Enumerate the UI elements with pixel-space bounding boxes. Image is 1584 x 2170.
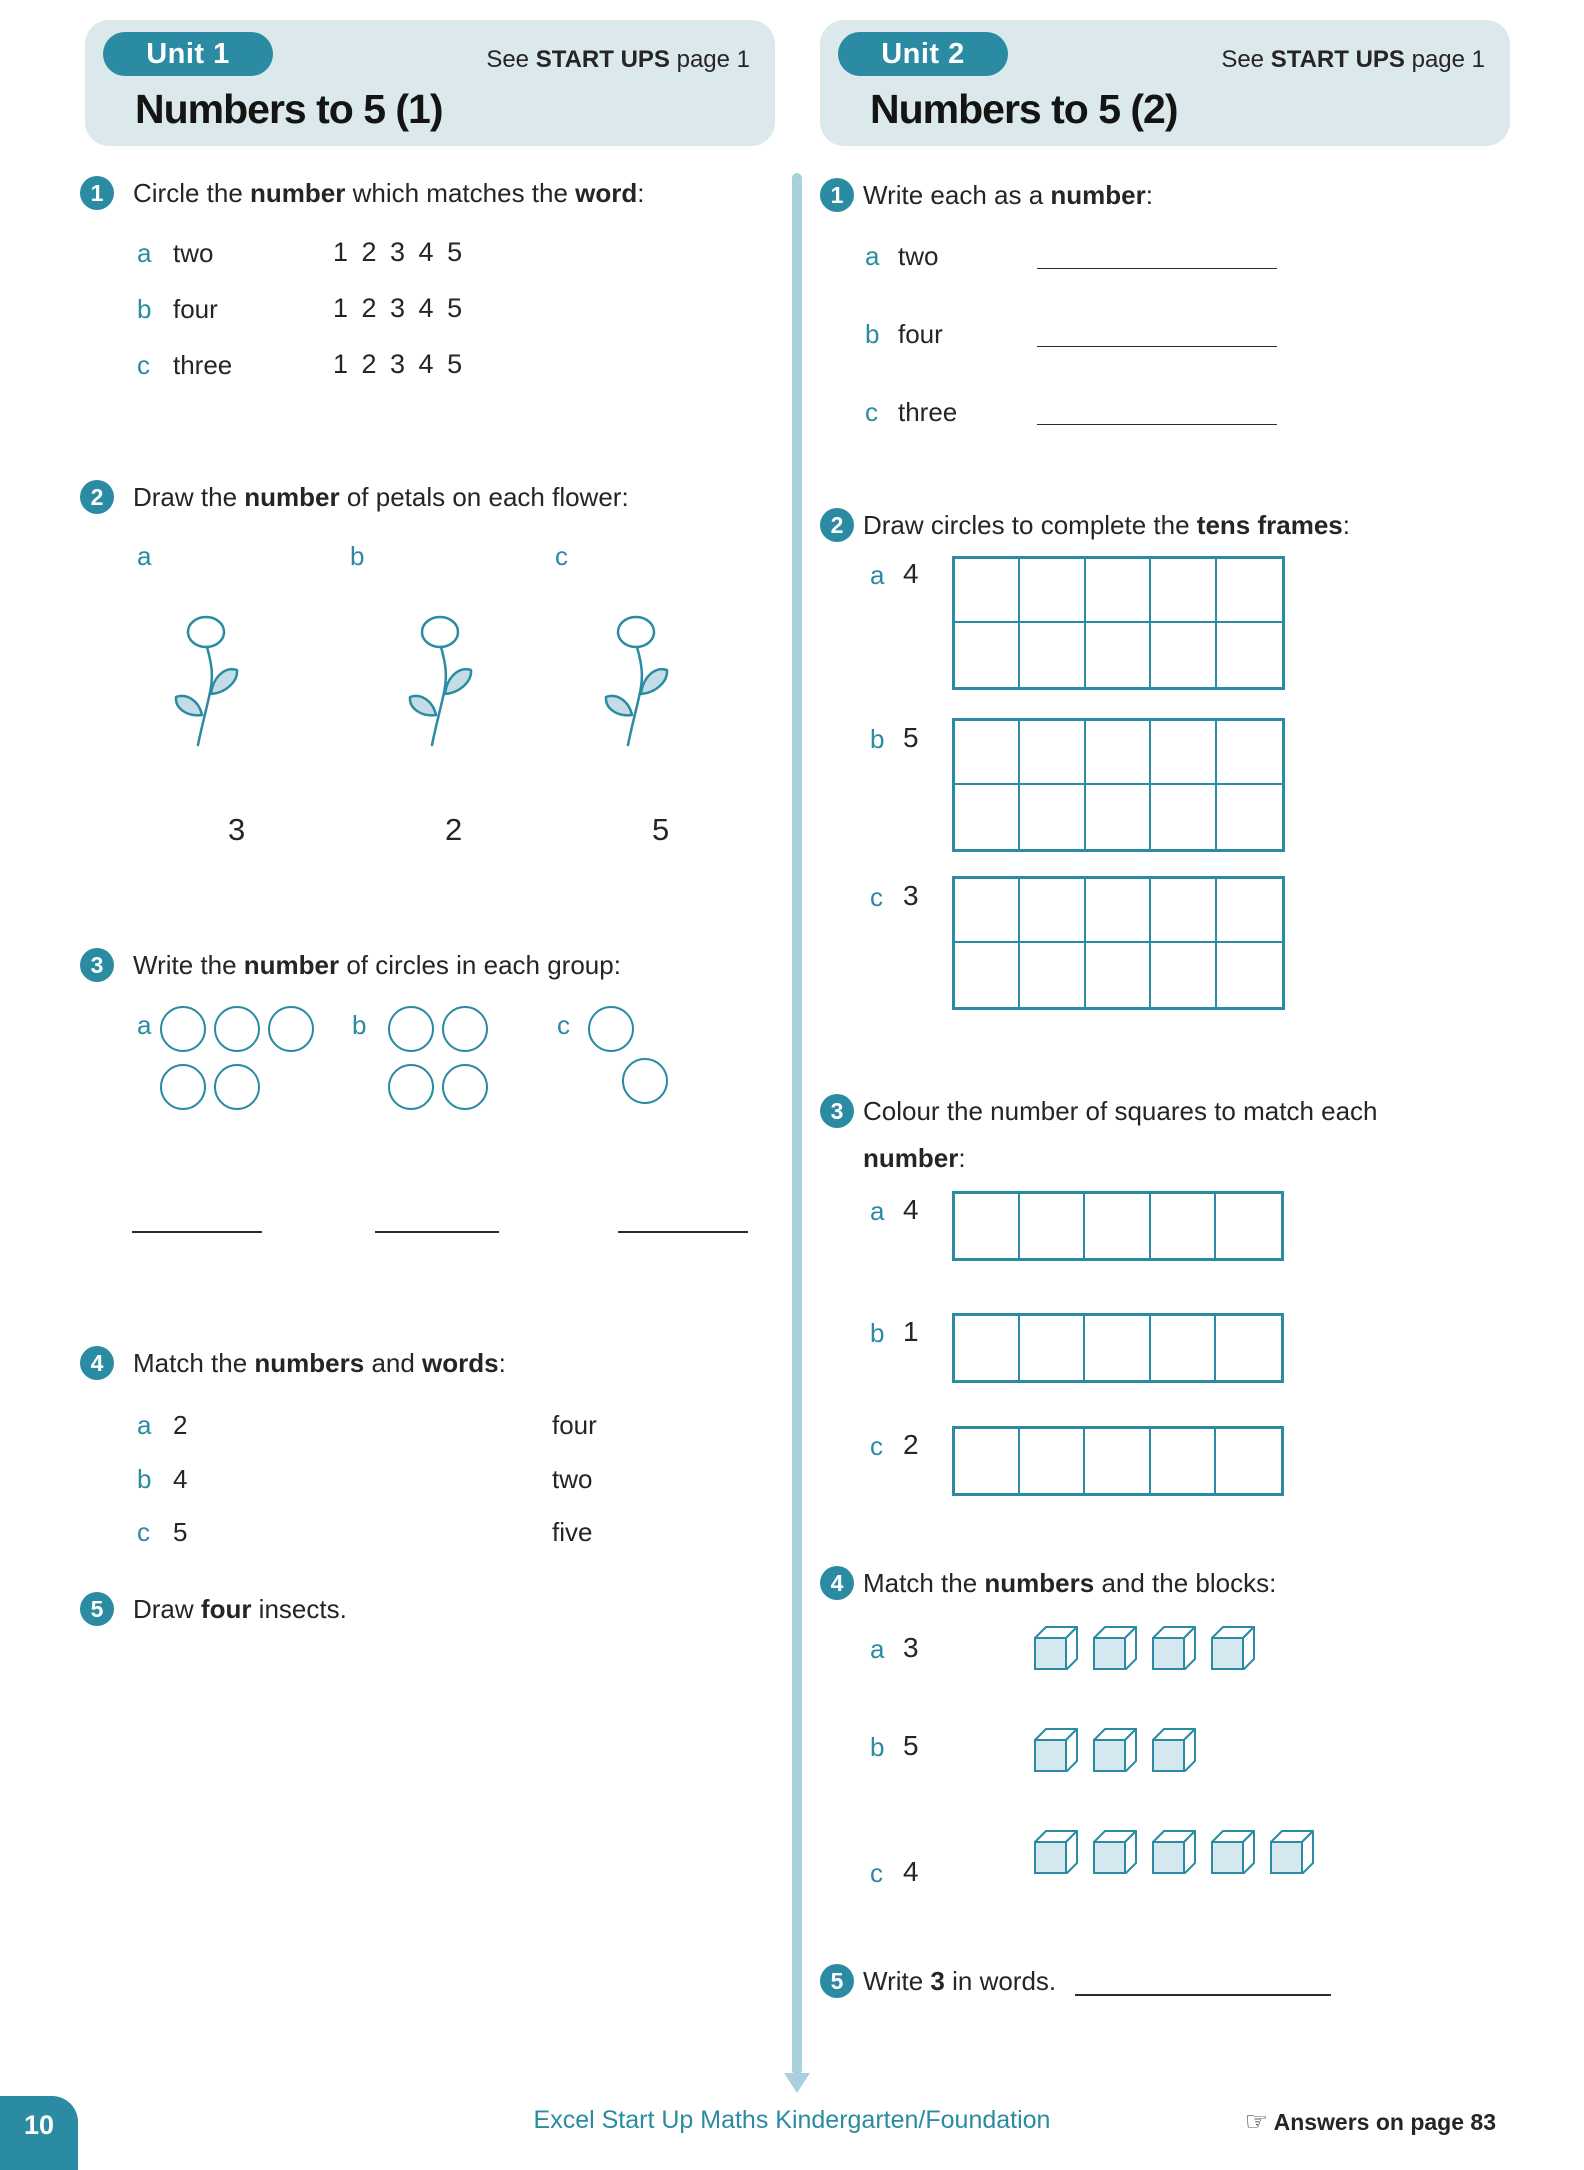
u2-q3-item-c-letter: c: [870, 1431, 883, 1461]
u1-q3-number-badge: 3: [80, 948, 114, 982]
block-cube: [1091, 1624, 1139, 1670]
tens-frame-cell: [1020, 559, 1085, 623]
square-strip-c: [952, 1426, 1284, 1496]
u2-q1-answer-line-a: [1037, 241, 1277, 269]
square-strip-b: [952, 1313, 1284, 1383]
count-circle: [214, 1064, 260, 1110]
strip-cell: [955, 1194, 1020, 1258]
column-divider: [792, 173, 802, 2075]
footer-answers-note: ☞ Answers on page 83: [1244, 2106, 1496, 2136]
u1-q2-petal-count-b: 2: [445, 812, 463, 847]
square-strip-a: [952, 1191, 1284, 1261]
u1-q3-answer-line-a: [132, 1203, 262, 1233]
u2-q5-prompt: Write 3 in words.: [863, 1966, 1057, 1996]
u1-q1-item-b-word: four: [173, 294, 218, 324]
flower-a-illustration: [168, 615, 248, 750]
tens-frame-cell: [1086, 559, 1151, 623]
strip-cell: [1085, 1429, 1150, 1493]
u2-q3-item-a-letter: a: [870, 1196, 885, 1226]
flower-c-illustration: [598, 615, 678, 750]
block-cube: [1032, 1828, 1080, 1874]
block-cube: [1209, 1624, 1257, 1670]
u2-q5-answer-line: [1075, 1966, 1331, 1996]
u2-q2-item-b-value: 5: [903, 722, 919, 753]
u2-q3-number-badge: 3: [820, 1094, 854, 1128]
u1-q3-group-b-letter: b: [352, 1010, 367, 1040]
count-circle: [388, 1006, 434, 1052]
strip-cell: [955, 1429, 1020, 1493]
unit1-see-startups-note: See START UPS page 1: [486, 46, 750, 73]
tens-frame-cell: [1151, 943, 1216, 1007]
tens-frame-cell: [1086, 623, 1151, 687]
tens-frame-cell: [1217, 623, 1282, 687]
u2-q2-item-a-value: 4: [903, 558, 919, 589]
block-cube: [1150, 1624, 1198, 1670]
u1-q5-number-badge: 5: [80, 1592, 114, 1626]
tens-frame-cell: [955, 879, 1020, 943]
u2-q3-item-a-value: 4: [903, 1194, 919, 1225]
u2-q2-prompt: Draw circles to complete the tens frames:: [863, 510, 1350, 540]
strip-cell: [1151, 1194, 1216, 1258]
u2-q4-row-b-number: 5: [903, 1730, 919, 1761]
tens-frame-cell: [1217, 879, 1282, 943]
tens-frame-cell: [1217, 559, 1282, 623]
count-circle: [388, 1064, 434, 1110]
tens-frame-cell: [1020, 879, 1085, 943]
unit2-see-startups-note: See START UPS page 1: [1221, 46, 1485, 73]
u1-q2-item-c-letter: c: [555, 541, 568, 571]
u1-q1-item-c-letter: c: [137, 350, 150, 380]
tens-frame-cell: [1217, 943, 1282, 1007]
u1-q4-row-c-letter: c: [137, 1517, 150, 1547]
u1-q2-number-badge: 2: [80, 480, 114, 514]
tens-frame-cell: [1086, 721, 1151, 785]
u2-q1-answer-line-c: [1037, 397, 1277, 425]
footer-book-title: Excel Start Up Maths Kindergarten/Foundation: [533, 2106, 1051, 2134]
u1-q1-item-b-letter: b: [137, 294, 152, 324]
u1-q4-prompt: Match the numbers and words:: [133, 1348, 506, 1378]
tens-frame-cell: [1151, 623, 1216, 687]
u1-q1-item-c-word: three: [173, 350, 233, 380]
tens-frame-cell: [955, 943, 1020, 1007]
u2-q2-item-a-letter: a: [870, 560, 885, 590]
strip-cell: [1216, 1429, 1281, 1493]
block-cube: [1268, 1828, 1316, 1874]
u1-q4-number-badge: 4: [80, 1346, 114, 1380]
u2-q1-item-c-letter: c: [865, 397, 878, 427]
tens-frame-cell: [1020, 721, 1085, 785]
u2-q4-row-c-letter: c: [870, 1858, 883, 1888]
unit1-title: Numbers to 5 (1): [135, 86, 443, 132]
count-circle: [588, 1006, 634, 1052]
strip-cell: [1216, 1194, 1281, 1258]
u1-q1-item-c-number-options: 1 2 3 4 5: [333, 349, 464, 379]
tens-frame-cell: [1217, 721, 1282, 785]
block-cube: [1150, 1828, 1198, 1874]
u1-q4-row-c-number: 5: [173, 1517, 188, 1547]
u2-q1-item-b-word: four: [898, 319, 943, 349]
u2-q2-number-badge: 2: [820, 508, 854, 542]
tens-frame-cell: [1086, 785, 1151, 849]
u1-q4-row-c-word: five: [552, 1517, 593, 1547]
u1-q4-row-a-letter: a: [137, 1410, 152, 1440]
strip-cell: [1085, 1194, 1150, 1258]
u1-q4-row-a-number: 2: [173, 1410, 188, 1440]
pointing-hand-icon: ☞: [1244, 2106, 1269, 2136]
unit1-header-banner: [85, 20, 775, 146]
flower-b-illustration: [402, 615, 482, 750]
count-circle: [622, 1058, 668, 1104]
count-circle: [160, 1006, 206, 1052]
u1-q3-answer-line-c: [618, 1203, 748, 1233]
tens-frame-cell: [1020, 785, 1085, 849]
u1-q1-number-badge: 1: [80, 176, 114, 210]
unit2-header-banner: [820, 20, 1510, 146]
u1-q2-petal-count-c: 5: [652, 812, 670, 847]
u1-q1-item-a-number-options: 1 2 3 4 5: [333, 237, 464, 267]
column-divider-tip: [784, 2073, 810, 2093]
strip-cell: [1020, 1316, 1085, 1380]
u1-q4-row-a-word: four: [552, 1410, 597, 1440]
u2-q1-prompt: Write each as a number:: [863, 180, 1153, 210]
u2-q4-row-c-number: 4: [903, 1856, 919, 1887]
tens-frame-cell: [1086, 879, 1151, 943]
tens-frame-cell: [955, 785, 1020, 849]
u1-q3-group-a-letter: a: [137, 1010, 152, 1040]
u1-q2-petal-count-a: 3: [228, 812, 246, 847]
u2-q3-item-c-value: 2: [903, 1429, 919, 1460]
tens-frame-cell: [1151, 785, 1216, 849]
block-cube: [1032, 1624, 1080, 1670]
tens-frame-cell: [1217, 785, 1282, 849]
u2-q3-item-b-value: 1: [903, 1316, 919, 1347]
block-cube: [1091, 1828, 1139, 1874]
u1-q2-item-a-letter: a: [137, 541, 152, 571]
block-cube: [1091, 1726, 1139, 1772]
u1-q2-prompt: Draw the number of petals on each flower:: [133, 482, 629, 512]
u2-q1-item-c-word: three: [898, 397, 958, 427]
u1-q1-item-a-word: two: [173, 238, 214, 268]
u2-q2-item-c-letter: c: [870, 882, 883, 912]
tens-frame-cell: [955, 721, 1020, 785]
strip-cell: [1216, 1316, 1281, 1380]
count-circle: [214, 1006, 260, 1052]
block-cube: [1150, 1726, 1198, 1772]
u1-q4-row-b-word: two: [552, 1464, 593, 1494]
u2-q4-row-b-letter: b: [870, 1732, 885, 1762]
u2-q1-number-badge: 1: [820, 178, 854, 212]
u2-q2-item-b-letter: b: [870, 724, 885, 754]
block-cube: [1032, 1726, 1080, 1772]
count-circle: [442, 1064, 488, 1110]
tens-frame-cell: [1151, 879, 1216, 943]
strip-cell: [1085, 1316, 1150, 1380]
strip-cell: [1151, 1429, 1216, 1493]
u2-q3-prompt: Colour the number of squares to match each number:: [863, 1096, 1378, 1173]
tens-frame-a: [952, 556, 1285, 690]
u2-q4-row-a-number: 3: [903, 1632, 919, 1663]
tens-frame-cell: [1086, 943, 1151, 1007]
u1-q5-prompt: Draw four insects.: [133, 1594, 347, 1624]
u2-q2-item-c-value: 3: [903, 880, 919, 911]
tens-frame-b: [952, 718, 1285, 852]
u2-q1-item-b-letter: b: [865, 319, 880, 349]
tens-frame-cell: [955, 623, 1020, 687]
u2-q1-item-a-letter: a: [865, 241, 880, 271]
u1-q1-prompt: Circle the number which matches the word:: [133, 178, 645, 208]
u1-q3-prompt: Write the number of circles in each group:: [133, 950, 621, 980]
u1-q2-item-b-letter: b: [350, 541, 365, 571]
u1-q4-row-b-number: 4: [173, 1464, 188, 1494]
u2-q3-item-b-letter: b: [870, 1318, 885, 1348]
block-cube: [1209, 1828, 1257, 1874]
u1-q1-item-b-number-options: 1 2 3 4 5: [333, 293, 464, 323]
count-circle: [268, 1006, 314, 1052]
u1-q3-group-c-letter: c: [557, 1010, 570, 1040]
strip-cell: [1020, 1429, 1085, 1493]
u1-q4-row-b-letter: b: [137, 1464, 152, 1494]
u2-q4-prompt: Match the numbers and the blocks:: [863, 1568, 1277, 1598]
tens-frame-cell: [1020, 623, 1085, 687]
unit1-badge: Unit 1: [103, 32, 273, 76]
tens-frame-cell: [1020, 943, 1085, 1007]
tens-frame-cell: [1151, 559, 1216, 623]
strip-cell: [1020, 1194, 1085, 1258]
u2-q4-row-a-letter: a: [870, 1634, 885, 1664]
u1-q1-item-a-letter: a: [137, 238, 152, 268]
tens-frame-c: [952, 876, 1285, 1010]
u2-q5-number-badge: 5: [820, 1964, 854, 1998]
strip-cell: [1151, 1316, 1216, 1380]
count-circle: [160, 1064, 206, 1110]
page-number: 10: [23, 2110, 55, 2140]
tens-frame-cell: [1151, 721, 1216, 785]
unit2-badge: Unit 2: [838, 32, 1008, 76]
u2-q1-answer-line-b: [1037, 319, 1277, 347]
u2-q4-number-badge: 4: [820, 1566, 854, 1600]
u2-q1-item-a-word: two: [898, 241, 939, 271]
tens-frame-cell: [955, 559, 1020, 623]
u1-q3-answer-line-b: [375, 1203, 499, 1233]
count-circle: [442, 1006, 488, 1052]
unit2-title: Numbers to 5 (2): [870, 86, 1178, 132]
strip-cell: [955, 1316, 1020, 1380]
